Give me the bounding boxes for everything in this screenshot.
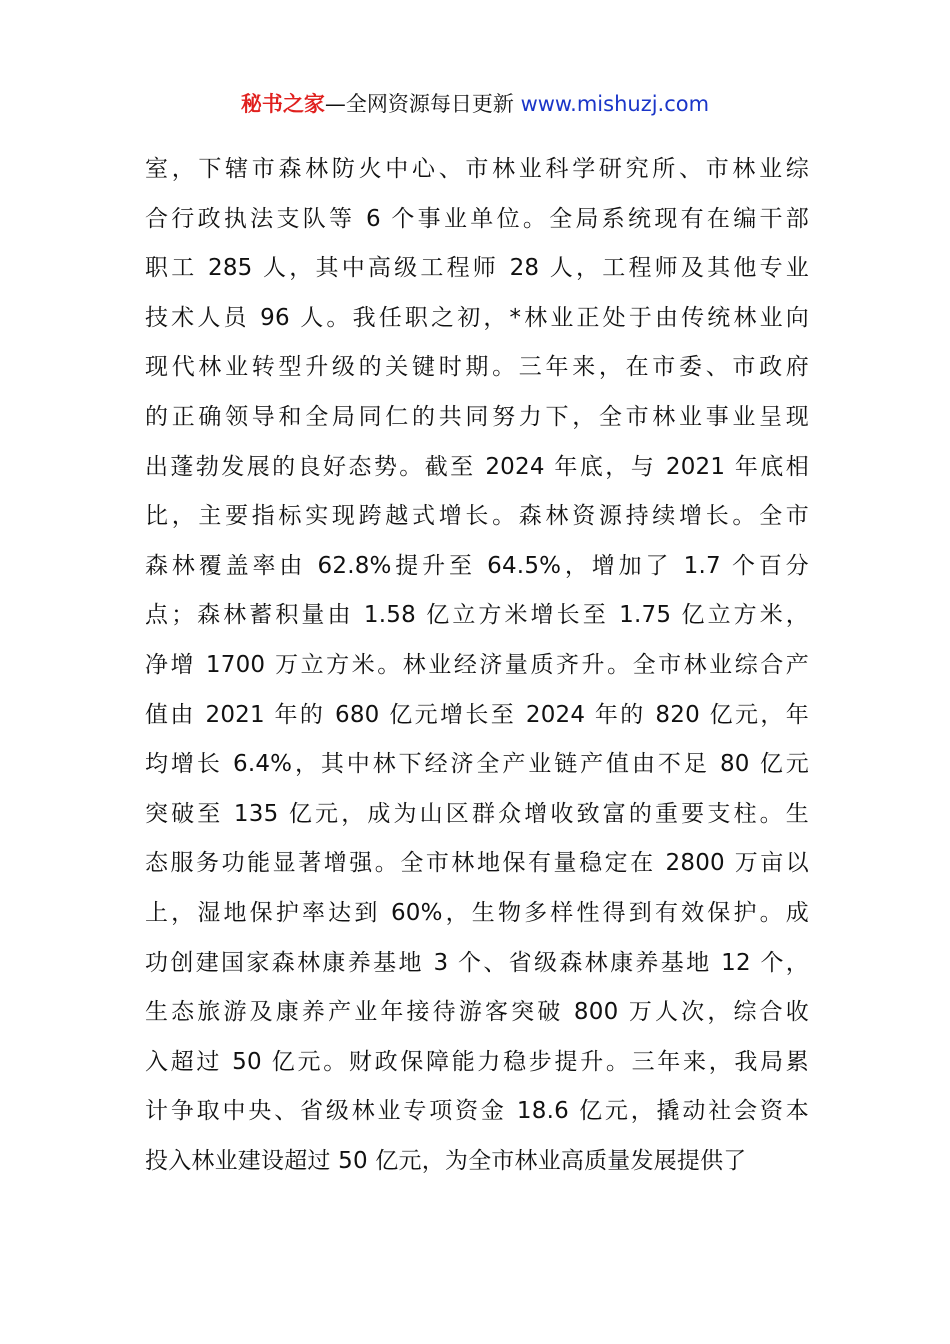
text-line: 突破至 135 亿元，成为山区群众增收致富的重要支柱。生	[145, 800, 809, 827]
page-header	[0, 88, 950, 120]
header-tagline: —全网资源每日更新	[324, 92, 514, 116]
text-line: 入超过 50 亿元。财政保障能力稳步提升。三年来，我局累	[145, 1048, 809, 1075]
text-line: 出蓬勃发展的良好态势。截至 2024 年底，与 2021 年底相	[145, 453, 809, 480]
text-line: 比，主要指标实现跨越式增长。森林资源持续增长。全市	[145, 503, 809, 530]
text-line: 森林覆盖率由 62.8%提升至 64.5%，增加了 1.7 个百分	[145, 552, 809, 579]
text-line: 的正确领导和全局同仁的共同努力下，全市林业事业呈现	[145, 403, 809, 430]
text-line: 生态旅游及康养产业年接待游客突破 800 万人次，综合收	[145, 999, 809, 1026]
site-url-link[interactable]: www.mishuzj.com	[520, 92, 710, 116]
text-line: 合行政执法支队等 6 个事业单位。全局系统现有在编干部	[145, 205, 809, 232]
body-paragraph	[145, 145, 809, 1186]
text-line: 技术人员 96 人。我任职之初，*林业正处于由传统林业向	[145, 304, 809, 331]
text-line: 态服务功能显著增强。全市林地保有量稳定在 2800 万亩以	[145, 850, 809, 877]
brand-name: 秘书之家	[240, 92, 325, 116]
text-line: 现代林业转型升级的关键时期。三年来，在市委、市政府	[145, 354, 809, 381]
text-line: 职工 285 人，其中高级工程师 28 人，工程师及其他专业	[145, 255, 809, 282]
text-line: 值由 2021 年的 680 亿元增长至 2024 年的 820 亿元，年	[145, 701, 809, 728]
text-line: 净增 1700 万立方米。林业经济量质齐升。全市林业综合产	[145, 651, 809, 678]
text-line: 计争取中央、省级林业专项资金 18.6 亿元，撬动社会资本	[145, 1098, 809, 1125]
text-line: 均增长 6.4%，其中林下经济全产业链产值由不足 80 亿元	[145, 751, 809, 778]
text-line: 点；森林蓄积量由 1.58 亿立方米增长至 1.75 亿立方米，	[145, 602, 809, 629]
text-line: 室，下辖市森林防火中心、市林业科学研究所、市林业综	[145, 156, 809, 182]
text-line: 功创建国家森林康养基地 3 个、省级森林康养基地 12 个，	[145, 949, 809, 976]
text-line: 上，湿地保护率达到 60%，生物多样性得到有效保护。成	[145, 899, 809, 926]
text-line: 投入林业建设超过 50 亿元，为全市林业高质量发展提供了	[145, 1147, 747, 1174]
